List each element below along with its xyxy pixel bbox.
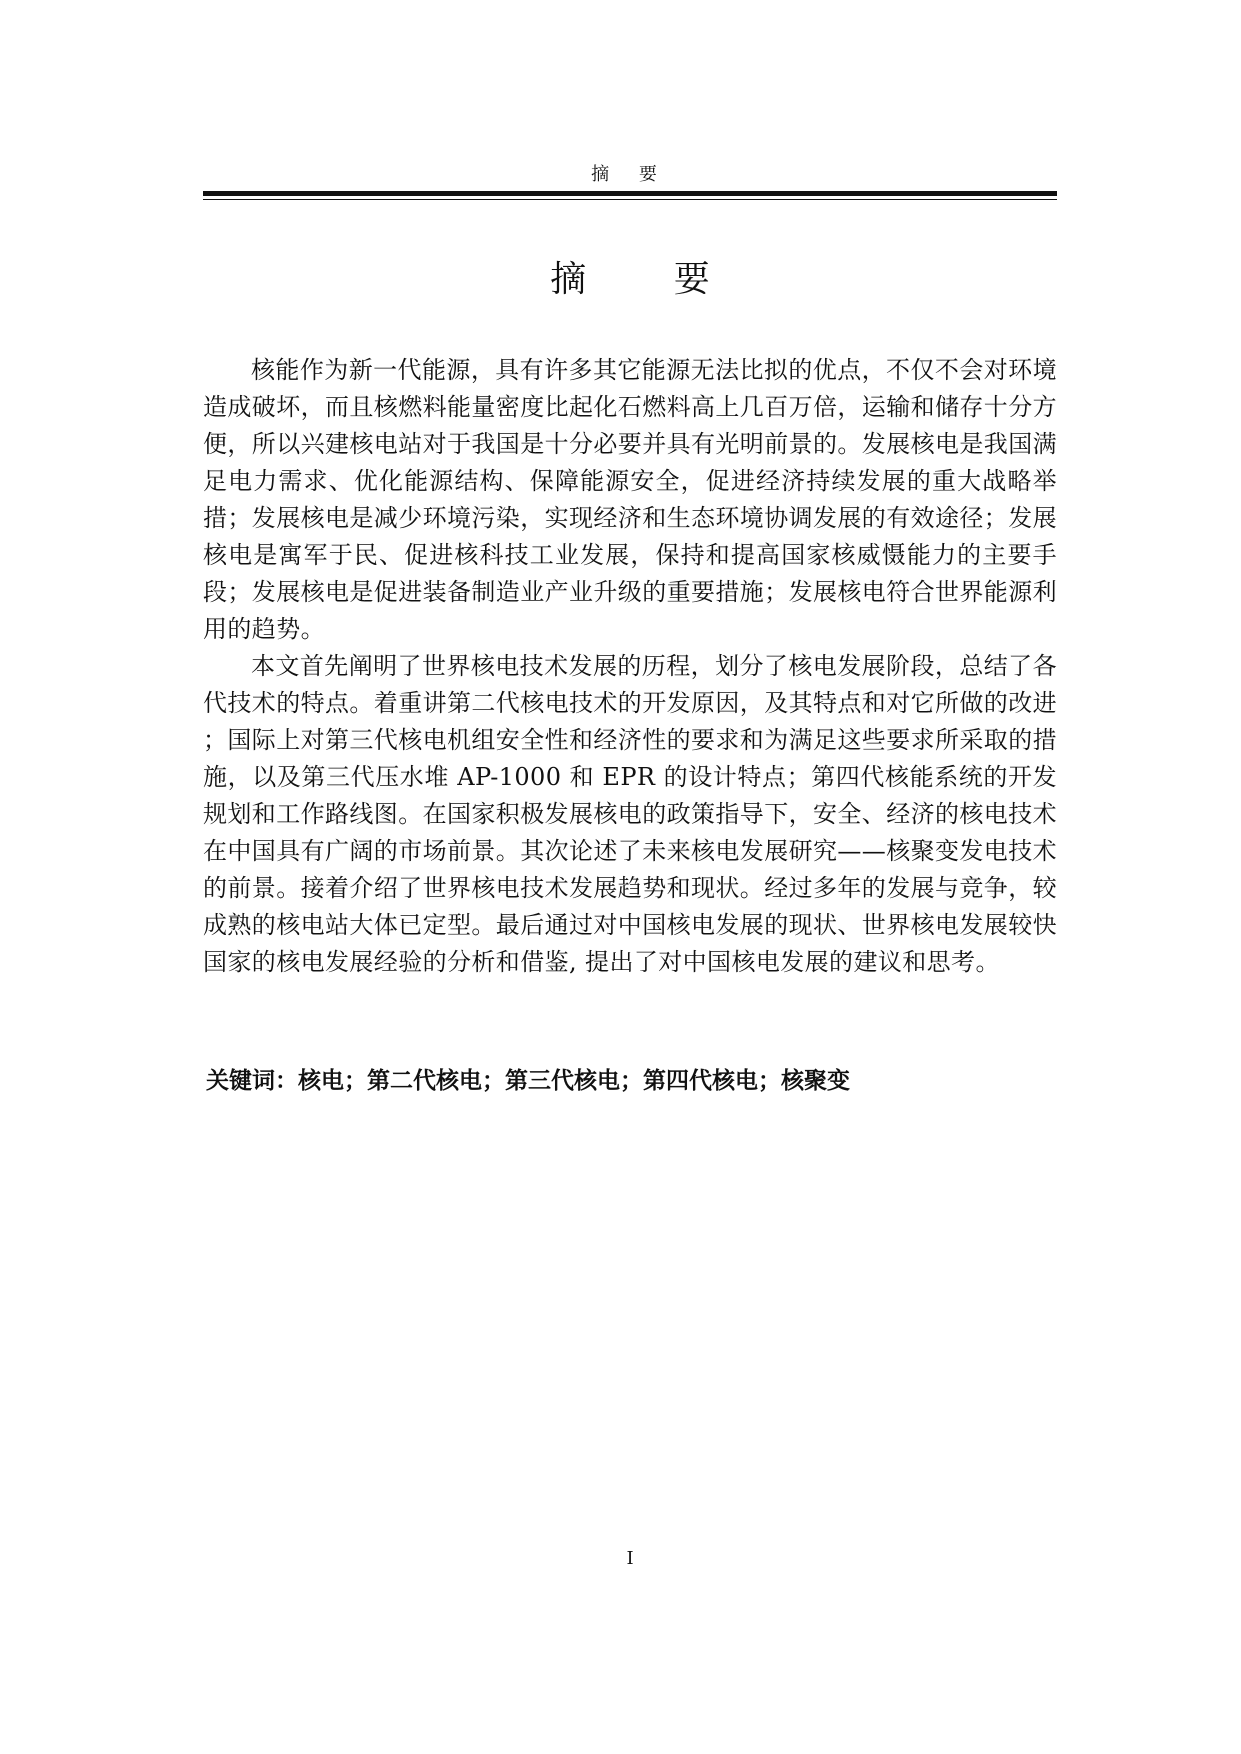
header-rule-thin <box>203 199 1057 200</box>
abstract-body <box>203 352 1057 981</box>
page-number: I <box>626 1548 634 1569</box>
header-rule-thick <box>203 191 1057 196</box>
keywords-line: 关键词：核电；第二代核电；第三代核电；第四代核电；核聚变 <box>206 1068 850 1094</box>
abstract-paragraph-2: 本文首先阐明了世界核电技术发展的历程，划分了核电发展阶段，总结了各代技术的特点。着重讲第二代核电技术的开发原因，及其特点和对它所做的改进 ；国际上对第三代核电机组安全性和经济性的要求和为满足这些要求所采取的措施，以及第三代压水堆 AP-1000 和 EPR 的设计特点；第四代核能系统的开发规划和工作路线图。在国家积极发展核电的政策指导下，安全、经济的核电技术在中国具有广阔的市场前景。其次论述了未来核电发展研究——核聚变发电技术的前景。接着介绍了世界核电技术发展趋势和现状。经过多年的发展与竞争，较成熟的核电站大体已定型。最后通过对中国核电发展的现状、世界核电发展较快国家的核电发展经验的分析和借鉴, 提出了对中国核电发展的建议和思考。 <box>203 652 1057 976</box>
page-title: 摘 要 <box>550 259 748 300</box>
abstract-paragraph-1: 核能作为新一代能源，具有许多其它能源无法比拟的优点，不仅不会对环境造成破坏，而且核燃料能量密度比起化石燃料高上几百万倍，运输和储存十分方便，所以兴建核电站对于我国是十分必要并具有光明前景的。发展核电是我国满足电力需求、优化能源结构、保障能源安全，促进经济持续发展的重大战略举措；发展核电是减少环境污染，实现经济和生态环境协调发展的有效途径；发展核电是寓军于民、促进核科技工业发展，保持和提高国家核威慑能力的主要手段；发展核电是促进装备制造业产业升级的重要措施；发展核电符合世界能源利用的趋势。 <box>203 356 1057 643</box>
running-header: 摘 要 <box>591 164 669 185</box>
